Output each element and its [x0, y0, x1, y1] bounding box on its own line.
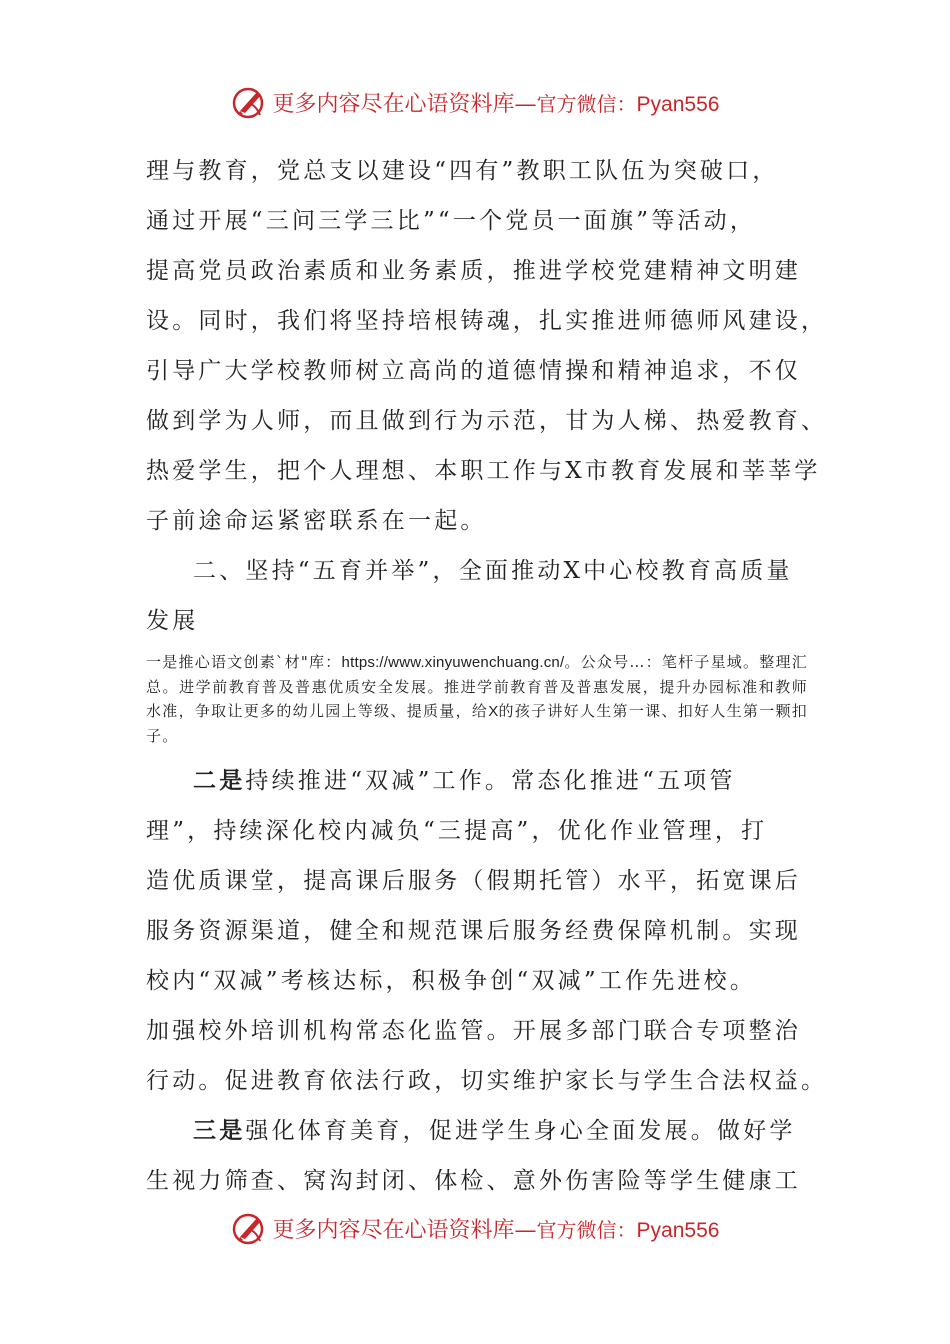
- footer-banner: [0, 1208, 950, 1248]
- footer-text: 更多内容尽在心语资料库—官方微信：Pyan556: [272, 1217, 720, 1243]
- text-line: 引导广大学校教师树立高尚的道德情操和精神追求，不仅: [146, 358, 801, 384]
- text-line: 提高党员政治素质和业务素质，推进学校党建精神文明建: [146, 258, 801, 284]
- text-line: 理”，持续深化校内减负“三提高”，优化作业管理，打: [146, 818, 768, 844]
- text-line: 子前途命运紧密联系在一起。: [146, 508, 487, 534]
- header-text: 更多内容尽在心语资料库—官方微信：Pyan556: [272, 91, 720, 117]
- pen-logo-icon: [231, 84, 267, 120]
- document-body: [146, 146, 828, 1206]
- text-line: 做到学为人师，而且做到行为示范，甘为人梯、热爱教育、: [146, 408, 828, 434]
- bold-lead: 二是: [193, 767, 246, 794]
- text-line: 生视力筛查、窝沟封闭、体检、意外伤害险等学生健康工: [146, 1168, 801, 1194]
- section-heading-cont: 发展: [146, 608, 199, 634]
- text-line: 服务资源渠道，健全和规范课后服务经费保障机制。实现: [146, 918, 801, 944]
- text-line: 三是强化体育美育，促进学生身心全面发展。做好学: [193, 1117, 796, 1144]
- text-line: 校内“双减”考核达标，积极争创“双减”工作先进校。: [146, 968, 757, 994]
- bold-lead: 三是: [193, 1117, 246, 1144]
- small-paragraph: 一是推心语文创素`材"库：https://www.xinyuwenchuang.cn/。公众号…：笔杆子星域。整理汇总。进学前教育普及普惠优质安全发展。推进学前教育普及普惠发展，提升办园标准和教师水准，争取让更多的幼儿园上等级、提质量，给X的孩子讲好人生第一课、扣好人生第一颗扣子。: [146, 653, 808, 745]
- text-line: 二是持续推进“双减”工作。常态化推进“五项管: [193, 767, 736, 794]
- pen-logo-icon: [231, 1210, 267, 1246]
- text-line: 造优质课堂，提高课后服务（假期托管）水平，拓宽课后: [146, 868, 801, 894]
- resource-url: https://www.xinyuwenchuang.cn/: [341, 654, 565, 671]
- section-heading: 二、坚持“五育并举”，全面推动X中心校教育高质量: [193, 558, 793, 584]
- text-line: 行动。促进教育依法行政，切实维护家长与学生合法权益。: [146, 1068, 828, 1094]
- text-line: 设。同时，我们将坚持培根铸魂，扎实推进师德师风建设，: [146, 308, 828, 334]
- header-banner: [0, 82, 950, 122]
- text-line: 理与教育，党总支以建设“四有”教职工队伍为突破口，: [146, 158, 779, 184]
- text-line: 通过开展“三问三学三比”“一个党员一面旗”等活动，: [146, 208, 757, 234]
- text-line: 加强校外培训机构常态化监管。开展多部门联合专项整治: [146, 1018, 801, 1044]
- text-line: 热爱学生，把个人理想、本职工作与X市教育发展和莘莘学: [146, 458, 821, 484]
